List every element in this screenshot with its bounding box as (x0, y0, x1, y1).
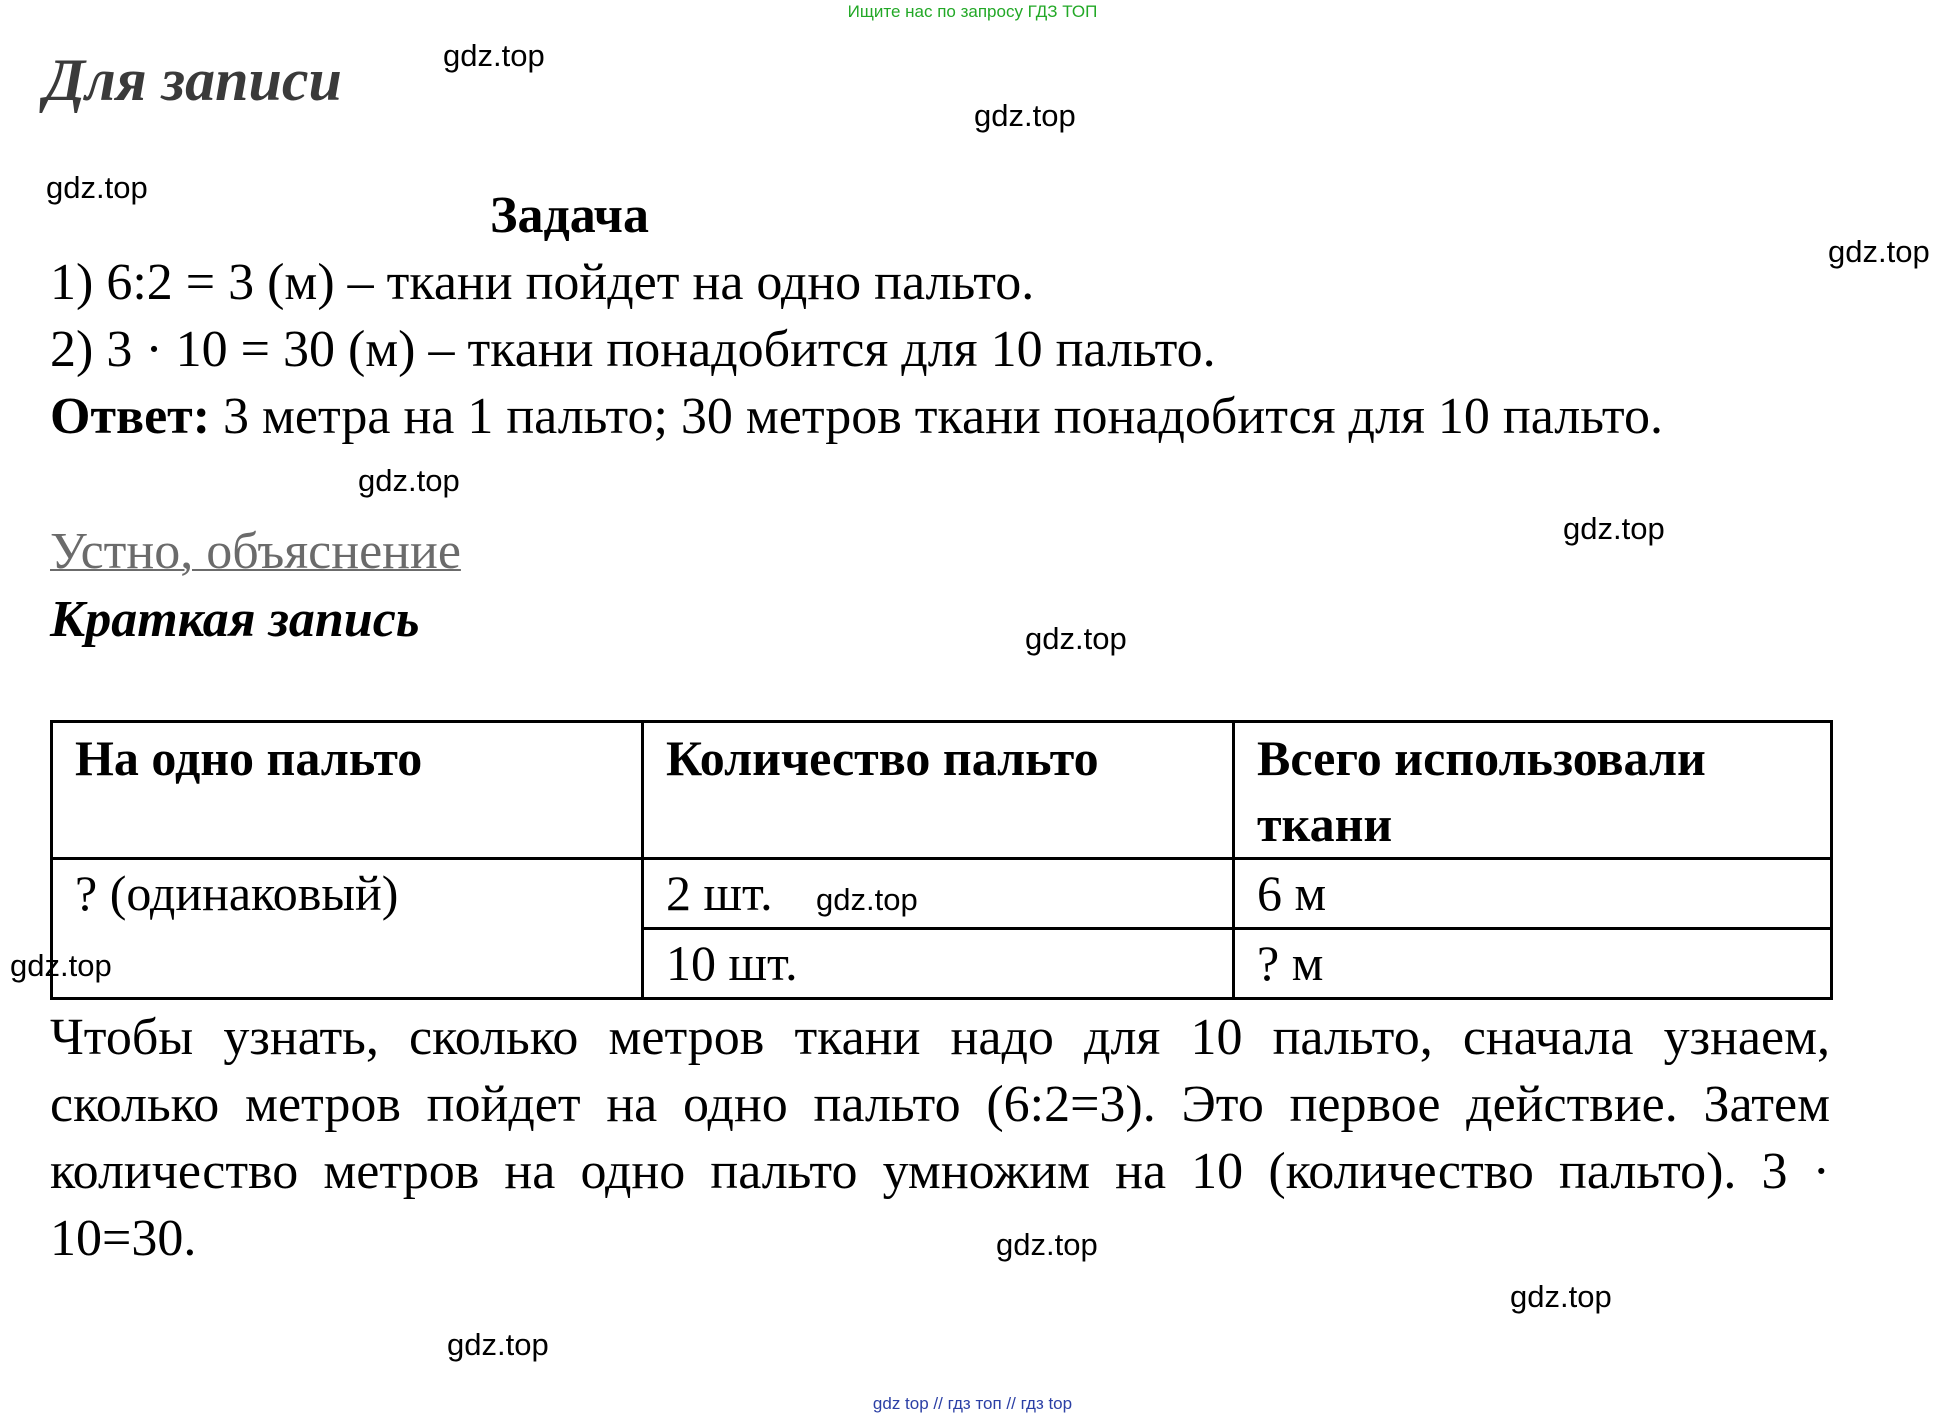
answer-label: Ответ: (50, 388, 211, 445)
header-coat-count: Количество пальто (643, 722, 1234, 859)
header-total-fabric: Всего использовали ткани (1234, 722, 1832, 859)
watermark: gdz.top (974, 98, 1076, 133)
cell-count: 10 шт. (643, 929, 1234, 999)
answer-line (50, 387, 1663, 446)
watermark: gdz.top (816, 882, 918, 917)
watermark: gdz.top (10, 948, 112, 983)
bottom-banner: gdz top // гдз топ // гдз top (872, 1394, 1073, 1413)
watermark: gdz.top (1828, 234, 1930, 269)
short-record-heading: Краткая запись (50, 591, 420, 648)
table-row (52, 859, 1832, 929)
watermark: gdz.top (46, 170, 148, 205)
cell-total: 6 м (1234, 859, 1832, 929)
cell-per-coat: ? (одинаковый) (52, 859, 643, 999)
table-header-row (52, 722, 1832, 859)
watermark: gdz.top (1563, 511, 1665, 546)
oral-explanation-heading: Устно, объяснение (50, 523, 461, 580)
watermark: gdz.top (447, 1327, 549, 1362)
short-record-table (50, 720, 1833, 1000)
task-title: Задача (490, 187, 649, 244)
cell-count: 2 шт. (643, 859, 1234, 929)
watermark: gdz.top (1025, 621, 1127, 656)
header-per-coat: На одно пальто (52, 722, 643, 859)
top-banner: Ищите нас по запросу ГДЗ ТОП (847, 2, 1098, 21)
watermark: gdz.top (1510, 1279, 1612, 1314)
cell-total: ? м (1234, 929, 1832, 999)
solution-step-2: 2) 3 · 10 = 30 (м) – ткани понадобится для 10 пальто. (50, 321, 1216, 378)
explanation-paragraph: Чтобы узнать, сколько метров ткани надо для 10 пальто, сначала узнаем, сколько метров пойдет на одно пальто (6:2=3). Это первое действие. Затем количество метров на одно пальто умножим на 10 (количество пальто). 3 · 10=30. (50, 1009, 1830, 1267)
watermark: gdz.top (358, 463, 460, 498)
answer-text: 3 метра на 1 пальто; 30 метров ткани понадобится для 10 пальто. (210, 388, 1663, 445)
watermark: gdz.top (443, 38, 545, 73)
section-title: Для записи (44, 47, 342, 113)
watermark: gdz.top (996, 1227, 1098, 1262)
solution-step-1: 1) 6:2 = 3 (м) – ткани пойдет на одно пальто. (50, 254, 1035, 311)
